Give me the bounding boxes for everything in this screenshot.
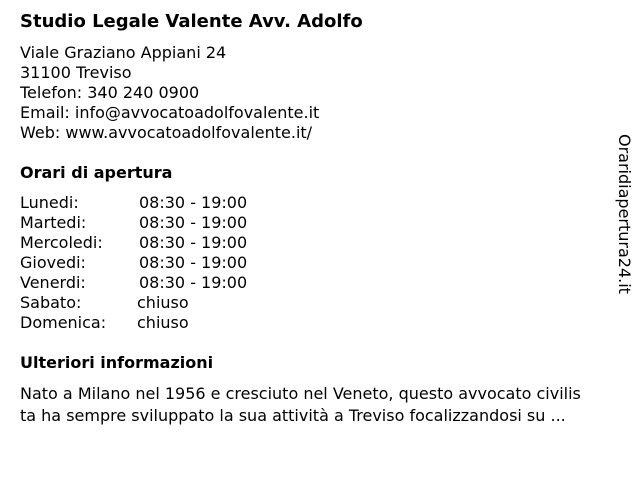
- day-label: Mercoledi:: [20, 233, 103, 252]
- time-range: 08:30 - 19:00: [139, 273, 248, 292]
- day-label: Venerdi:: [20, 273, 86, 292]
- day-label: Lunedi:: [20, 193, 79, 212]
- info-line: Nato a Milano nel 1956 e cresciuto nel Veneto, questo avvocato civilis: [20, 384, 581, 403]
- day-label: Giovedi:: [20, 253, 86, 272]
- time-range: 08:30 - 19:00: [139, 253, 248, 272]
- time-range: 08:30 - 19:00: [139, 193, 248, 212]
- day-label: Sabato:: [20, 293, 82, 312]
- website-text: Web: www.avvocatoadolfovalente.it/: [20, 123, 313, 142]
- time-range: 08:30 - 19:00: [139, 233, 248, 252]
- more-info-text: [20, 383, 630, 427]
- contact-block: [20, 43, 319, 143]
- opening-hours-title: Orari di apertura: [20, 163, 173, 182]
- address-city: 31100 Treviso: [20, 63, 132, 82]
- address-street: Viale Graziano Appiani 24: [20, 43, 227, 62]
- info-line: ta ha sempre sviluppato la sua attività a Treviso focalizzandosi su ...: [20, 406, 566, 425]
- day-label: Martedi:: [20, 213, 87, 232]
- page-title: Studio Legale Valente Avv. Adolfo: [20, 11, 363, 32]
- phone-text: Telefon: 340 240 0900: [20, 83, 200, 102]
- time-closed: chiuso: [137, 313, 189, 332]
- email-text: Email: info@avvocatoadolfovalente.it: [20, 103, 320, 122]
- site-watermark: [614, 134, 634, 310]
- time-range: 08:30 - 19:00: [139, 213, 248, 232]
- more-info-title: Ulteriori informazioni: [20, 353, 214, 372]
- time-closed: chiuso: [137, 293, 189, 312]
- day-label: Domenica:: [20, 313, 107, 332]
- watermark-text: Oraridiapertura24.it: [615, 134, 634, 294]
